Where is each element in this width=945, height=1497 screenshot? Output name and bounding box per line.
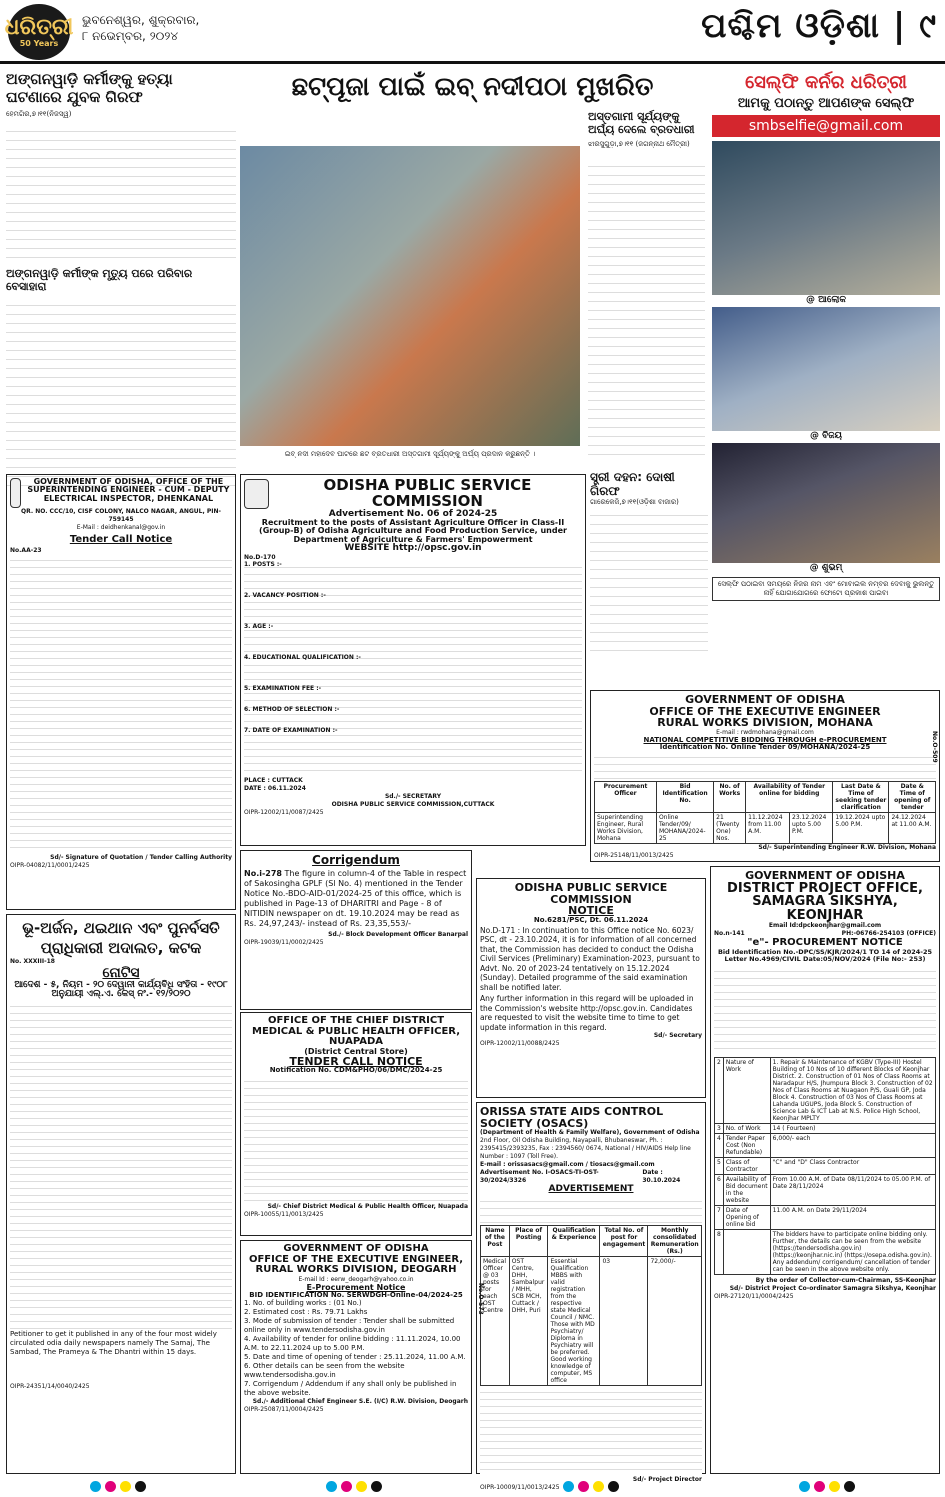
- story1-dateline: ହେମଗିର,୭।୧୧(ନିଜସ୍ୱ): [6, 110, 72, 118]
- table-row: Superintending Engineer, Rural Works Division, Mohana Online Tender/09/ MOHANA/2024-25 21 (Twenty One) Nos. 11.12.2024 from 11.00 A.M. 23.12.2024 upto 5.00 P.M. 19.12.2024 upto 5.00 P.M. 24.12.2024 at 11.00 A.M.: [595, 813, 936, 844]
- ad-osacs-body: [480, 1386, 702, 1476]
- ad-osacs-table: Name of the Post Place of Posting Qualification & Experience Total No. of post for engagement Monthly consolidated Remuneration (Rs.) Medical Officer @ 03 posts for each OST Centre OST Centre, DHH, Sambalpur / MHH, SCB MCH, Cuttack / DHH, Puri Essential Qualification MBBS with valid registration from the respective state Medical Council / NMC. Those with MD Psychiatry/ Diploma in Psychiatry will be preferred. Good working knowledge of computer, MS office 03 72,000/-: [480, 1225, 702, 1386]
- list-item: 4. Availability of tender for online bidding : 11.11.2024, 10.00 A.M. to 22.11.2024 up to 5.00 P.M.: [244, 1335, 461, 1353]
- selfie-caption-1: @ ଆଲୋକ: [806, 295, 846, 305]
- yellow-dot: [120, 1481, 131, 1492]
- ad-opsc1-sub: Recruitment to the posts of Assistant Agriculture Officer in Class-II (Group-B) of Odisha Agriculture and Food Production Service, under Department of Agriculture & Farmers' Empowerment: [259, 517, 567, 544]
- ad-osacs-title: ORISSA STATE AIDS CONTROL SOCIETY (OSACS): [480, 1105, 664, 1130]
- story1-text-cont: [6, 297, 236, 487]
- header-date: ଭୁବନେଶ୍ୱର, ଶୁକ୍ରବାର, ୮ ନଭେମ୍ବର, ୨୦୨୪: [82, 13, 200, 43]
- ad-mohana-side: No.O-509: [931, 731, 938, 763]
- ad-corrigendum-code: OIPR-19039/11/0002/2425: [244, 938, 324, 946]
- ad-keonjhar-title3: SAMAGRA SIKSHYA, KEONJHAR: [752, 894, 898, 923]
- story2-headline: ଛଟ୍‌ପୂଜା ପାଇଁ ଇବ୍ ନଦୀପଠା ମୁଖରିତ: [291, 72, 654, 102]
- dharitri-logo: [4, 4, 74, 60]
- ad-opsc2-body2: Any further information in this regard will be uploaded in the Commission's website http://opsc.gov.in. Candidates are requested to visit the website time to time to get update information in this regard.: [480, 994, 694, 1032]
- ad-angul-code: OIPR-04082/11/0001/2425: [10, 862, 90, 869]
- ad-cuttack-code: OIPR-24351/14/0040/2425: [10, 1382, 90, 1390]
- page-number: ୯: [919, 6, 937, 46]
- ad-keonjhar-table: [714, 1057, 936, 1275]
- selfie-note: ସେଲ୍ଫି ପଠାଇବା ସମୟରେ ନିଜର ନାମ ଏବଂ ମୋବାଇଲ ନମ୍ବର ଦେବାକୁ ଭୁଲନ୍ତୁ ନାହିଁ ଯୋଗାଯୋଗରେ ଫୋଟୋ ପ୍ରକାଶ ପାଇବା: [712, 577, 940, 601]
- ad-nuapada-body: [244, 1075, 468, 1203]
- story2-text: [588, 158, 705, 458]
- ad-deogarh-title2: OFFICE OF THE EXECUTIVE ENGINEER,: [248, 1253, 464, 1265]
- ad-angul-sign: Sd/- Signature of Quotation / Tender Calling Authority: [50, 854, 232, 861]
- selfie-brand: ସେଲ୍ଫି କର୍ନର ଧରିତ୍ରୀ: [745, 72, 907, 93]
- ad-cuttack-notice: ନୋଟିସ: [102, 965, 140, 981]
- ad-angul-tender: [6, 474, 236, 910]
- ad-angul-notice: Tender Call Notice: [69, 534, 173, 545]
- ad-deogarh-code: OIPR-25087/11/0004/2425: [244, 1406, 324, 1414]
- ad-keonjhar-intro: [714, 965, 936, 1055]
- selfie-photo-3: [712, 443, 940, 563]
- story1-headline: ଅଙ୍ଗନୱାଡ଼ି କର୍ମୀଙ୍କୁ ହତ୍ୟା ଘଟଣାରେ ଯୁବକ ଗିରଫ: [6, 70, 173, 106]
- ad-opsc-notice: [476, 878, 706, 1098]
- ad-mohana-table: Procurement Officer Bid Identification No. No. of Works Availability of Tender online for bidding Last Date & Time of seeking tender clarification Date & Time of opening of tender Superintending Engineer, Rural Works Division, Mohana Online Tender/09/ MOHANA/2024-25 21 (Twenty One) Nos. 11.12.2024 from 11.00 A.M. 23.12.2024 upto 5.00 P.M. 19.12.2024 upto 5.00 P.M. 24.12.2024 at 11.00 A.M.: [594, 781, 936, 844]
- ad-mohana-email: E-mail : rwdmohana@gmail.com: [716, 728, 814, 736]
- ad-angul-address: QR. NO. CCC/10, CISF COLONY, NALCO NAGAR, ANGUL, PIN-759145: [21, 508, 221, 523]
- ad-opsc2-sign: Sd/- Secretary: [653, 1032, 702, 1040]
- ad-corrigendum-body: No.i-278 The figure in column-4 of the Table in respect of Sakosingha GPLF (Sl No. 4) mentioned in the Tender Notice No.-BDO-AID-01/2024-25 of this office, which is published in Page-13 of DHARITRI and Page - 8 of NITIDIN newspaper on dt. 19.10.2024 may be read as Rs. 24,97,243/- instead of Rs. 23,35,553/-: [244, 868, 467, 928]
- section-title: ପଶ୍ଚିମ ଓଡ଼ିଶା | ୯: [701, 6, 937, 46]
- ad-cuttack-body: [10, 1000, 232, 1330]
- ad-mohana-title3: RURAL WORKS DIVISION, MOHANA: [657, 716, 873, 730]
- ad-corrigendum-sign: Sd./- Block Development Officer Banarpal: [328, 930, 468, 938]
- ad-corrigendum-title: Corrigendum: [312, 853, 400, 867]
- ad-angul-email: E-Mail : deidhenkanal@gov.in: [76, 524, 166, 531]
- ad-osacs-intro: [480, 1195, 702, 1225]
- cyan-dot: [90, 1481, 101, 1492]
- ad-opsc1-code: OIPR-12002/11/0087/2425: [244, 808, 324, 816]
- ad-nuapada-notice: TENDER CALL NOTICE: [289, 1054, 423, 1068]
- story2-dateline: ଝାରସୁଗୁଡ଼ା,୭।୧୧ (ଜଗନ୍ନାଥ ମୈତ୍ରୀ): [588, 140, 690, 148]
- ad-opsc1-sign: Sd./- SECRETARY: [384, 792, 442, 800]
- story2-subhead: ଅସ୍ତଗାମୀ ସୂର୍ଯ୍ୟଙ୍କୁ ଅର୍ଘ୍ୟ ଦେଲେ ବ୍ରତଧାରୀ: [588, 110, 695, 136]
- ad-cuttack-court-notice: [6, 914, 236, 1474]
- page-header: [0, 0, 945, 64]
- ad-deogarh-sign: Sd./- Additional Chief Engineer S.E. (I/C) R.W. Division, Deogarh: [252, 1398, 468, 1406]
- ad-osacs-email: E-mail : orissasacs@gmail.com / tiosacs@gmail.com: [480, 1161, 655, 1169]
- ad-keonjhar-letter: Letter No.4969/CIVIL Date:05/NOV/2024 (File No:- 253): [724, 954, 926, 963]
- list-item: 3. Mode of submission of tender : Tender shall be submitted online only in www.tendersodisha.gov.in: [244, 1317, 455, 1335]
- story3-dateline: ଗାରେକେଜି,୭।୧୧(ଓଡ଼ିଶା ବାଜାର): [590, 498, 679, 506]
- ad-keonjhar-title1: GOVERNMENT OF ODISHA: [745, 869, 905, 882]
- table-row: 8 The bidders have to participate online bidding only. Further, the details can be seen from the website (https://tendersodisha.gov.in) (https://keonjhar.nic.in) (https://osepa.odisha.gov.in). Any addendum/ corrigendum/ cancellation of tender can be seen in the above website only.: [715, 1229, 936, 1274]
- color-registration-bar: [0, 1475, 945, 1494]
- ad-keonjhar-title2: DISTRICT PROJECT OFFICE,: [727, 880, 923, 896]
- ad-keonjhar-ref: No.n-141: [714, 930, 745, 938]
- ad-osacs: [476, 1102, 706, 1491]
- ad-cuttack-ref: No. XXXIII-18: [10, 958, 55, 965]
- ad-mohana-sign: Sd/- Superintending Engineer R.W. Division, Mohana: [758, 844, 936, 852]
- black-dot: [135, 1481, 146, 1492]
- ad-keonjhar-notice: "e"- PROCUREMENT NOTICE: [747, 937, 903, 949]
- ad-keonjhar-order: By the order of Collector-cum-Chairman, SS-Keonjhar: [755, 1276, 936, 1284]
- selfie-caption-2: @ ବିଜୟ: [810, 431, 842, 441]
- table-row: 2 Nature of Work 1. Repair & Maintenance of KGBV (Type-III) Hostel Building of 10 Nos of 10 different Blocks of Keonjhar District. 2. Construction of 01 Nos of Class Rooms at Naradapur H/S, Jhumpura Block 3. Construction of 02 Nos of Class Rooms at Nuagaon P/S, Guali GP, Joda Block 4. Construction of 03 Nos of Class Rooms at Lahanda UGUPS, Joda Block 5. Construction of Science Lab & ICT Lab at N.S. Police High School, Keonjhar MPLTY: [715, 1057, 936, 1123]
- ad-opsc2-body: No.D-171 : In continuation to this Office notice No. 6023/ PSC, dt - 23.10.2024, it is for information of all concerned that, the Commission has decided to conduct the Odisha Civil Services (Preliminary) Examination-2023, pursuant to Advt. No. 20 of 2023-24 tentatively on 15.12.2024 (Sunday). Detailed programme of the said examination shall be notified later.: [480, 925, 700, 992]
- ad-deogarh-items: [244, 1299, 468, 1398]
- ad-opsc1-place: PLACE : CUTTACK: [244, 776, 303, 784]
- opsc-emblem: [244, 479, 269, 509]
- ad-mohana-title2: OFFICE OF THE EXECUTIVE ENGINEER: [649, 704, 881, 718]
- ad-mohana-code: OIPR-25148/11/0013/2425: [594, 852, 674, 860]
- ad-osacs-heading: ADVERTISEMENT: [548, 1184, 634, 1195]
- ad-opsc1-adv: Advertisement No. 06 of 2024-25: [328, 508, 498, 519]
- ad-opsc2-code: OIPR-12002/11/0088/2425: [480, 1040, 560, 1048]
- ad-opsc1-body: 1. POSTS :- 2. VACANCY POSITION :- 3. AGE :- 4. EDUCATIONAL QUALIFICATION :- 5. EXAMINATION FEE :- 6. METHOD OF SELECTION :- 7. DATE OF EXAMINATION :-: [244, 561, 582, 777]
- ad-opsc1-date: DATE : 06.11.2024: [244, 784, 306, 792]
- story-chhatpuja: [240, 70, 705, 468]
- table-row: 3 No. of Work 14 ( Fourteen): [715, 1123, 936, 1133]
- ad-angul-title: GOVERNMENT OF ODISHA, OFFICE OF THE SUPERINTENDING ENGINEER - CUM - DEPUTY ELECTRICAL INSPECTOR, DHENKANAL: [27, 477, 230, 503]
- ad-mohana-title1: GOVERNMENT OF ODISHA: [685, 693, 845, 706]
- ad-keonjhar-ident: Bid Identification No.-DPC/SS/KJR/2024/1 TO 14 of 2024-25: [717, 947, 933, 956]
- ad-nuapada-title: OFFICE OF THE CHIEF DISTRICT MEDICAL & PUBLIC HEALTH OFFICER, NUAPADA: [252, 1015, 460, 1047]
- ad-mohana-ident: Identification No. Online Tender 09/MOHANA/2024-25: [659, 742, 871, 751]
- ad-nuapada-sign: Sd/- Chief District Medical & Public Health Officer, Nuapada: [267, 1202, 468, 1210]
- logo-text: ଧରିତ୍ରୀ: [4, 14, 74, 40]
- story3-headline: ସ୍ତ୍ରୀ ଦହନ: ଦୋଷୀ ଗିରଫ: [590, 470, 675, 498]
- ad-corrigendum: [240, 850, 472, 1010]
- story3-text: [590, 507, 708, 657]
- selfie-caption-3: @ ଶୁଭମ୍: [809, 563, 843, 573]
- table-row: Medical Officer @ 03 posts for each OST Centre OST Centre, DHH, Sambalpur / MHH, SCB MCH, Cuttack / DHH, Puri Essential Qualification MBBS with valid registration from the respective state Medical Council / NMC. Those with MD Psychiatry/ Diploma in Psychiatry will be preferred. Good working knowledge of computer, MS office 03 72,000/-: [481, 1256, 702, 1385]
- ad-mohana-body: [594, 751, 936, 781]
- ad-cuttack-order: ଆଦେଶ - ୫, ନିୟମ - ୨୦ ଦେୱାନୀ କାର୍ଯ୍ୟବିଧି ସଂହିତା - ୧୯୦୮ ଅନୁଯାୟୀ ଏଲ୍.ଏ. କେସ୍ ନଂ.- ୧୨/୨୦୨୦: [14, 979, 228, 1000]
- ad-mohana-tender: [590, 690, 940, 862]
- ad-opsc2-title: ODISHA PUBLIC SERVICE COMMISSION: [514, 881, 668, 906]
- story-anganwadi: [6, 70, 236, 468]
- ad-deogarh-title1: GOVERNMENT OF ODISHA: [283, 1243, 429, 1254]
- ad-osacs-sign: Sd/- Project Director: [632, 1475, 702, 1483]
- ad-cuttack-english: Petitioner to get it published in any of the four most widely circulated odia daily newspapers namely The Samaj, The Sambad, The Prameya & The Dhantri within 15 days.: [10, 1329, 217, 1356]
- odisha-emblem: [10, 478, 21, 508]
- ad-osacs-code: OIPR-10009/11/0013/2425: [480, 1483, 560, 1491]
- ad-deogarh-email: E-mail Id : eerw_deogarh@yahoo.co.in: [298, 1275, 414, 1283]
- ad-mohana-notice: NATIONAL COMPETITIVE BIDDING THROUGH e-PROCUREMENT: [643, 735, 887, 744]
- table-row: 5 Class of Contractor "C" and "D" Class Contractor: [715, 1157, 936, 1174]
- list-item: 2. Estimated cost : Rs. 79.71 Lakhs: [244, 1308, 368, 1317]
- photo-caption: ଇବ୍ ନଦୀ ମହାଦେବ ଘାଟରେ ଛଟ ବ୍ରତଧାରୀ ଅସ୍ତଗାମୀ ସୂର୍ଯ୍ୟଙ୍କୁ ଅର୍ଘ୍ୟ ପ୍ରଦାନ କରୁଛନ୍ତି ।: [284, 450, 536, 458]
- ad-osacs-address: 2nd Floor, Oil Odisha Building, Nayapalli, Bhubaneswar, Ph. : 2395415/2393235, Fax : 2394560/ 0674, National / HIV/AIDS Help line Number : 1097 (Toll Free).: [480, 1137, 691, 1161]
- list-item: 5. Date and time of opening of tender : 25.11.2024, 11.00 A.M.: [244, 1353, 466, 1362]
- selfie-photo-2: [712, 307, 940, 431]
- ad-opsc1-title: ODISHA PUBLIC SERVICE COMMISSION: [323, 476, 532, 510]
- ad-angul-ref: No.AA-23: [10, 547, 42, 554]
- selfie-email: smbselfie@gmail.com: [712, 115, 940, 137]
- list-item: 6. Other details can be seen from the website www.tendersodisha.gov.in: [244, 1362, 405, 1380]
- chhatpuja-photo: [240, 146, 580, 446]
- logo-years: 50 Years: [19, 38, 59, 48]
- ad-nuapada-ref: Notification No. CDM&PHO/06/DMC/2024-25: [269, 1066, 443, 1075]
- table-row: 6 Availability of Bid document in the website From 10.00 A.M. of Date 08/11/2024 to 05.00 P.M. of Date 28/11/2024: [715, 1174, 936, 1205]
- ad-opsc-recruitment: [240, 474, 586, 846]
- ad-deogarh-tender: [240, 1240, 472, 1474]
- ad-deogarh-notice: E-Procurement Notice: [306, 1282, 406, 1292]
- ad-keonjhar-sign: Sd/- District Project Co-ordinator Samagra Sikshya, Keonjhar: [729, 1284, 936, 1292]
- ad-deogarh-title3: RURAL WORKS DIVISION, DEOGARH: [255, 1264, 457, 1275]
- ad-opsc1-signer: ODISHA PUBLIC SERVICE COMMISSION,CUTTACK: [331, 800, 495, 808]
- selfie-tagline: ଆମକୁ ପଠାନ୍ତୁ ଆପଣଙ୍କ ସେଲ୍ଫି: [737, 96, 915, 111]
- ad-keonjhar-code: OIPR-27120/11/0004/2425: [714, 1292, 794, 1300]
- ad-osacs-adv-date: Date : 30.10.2024: [642, 1169, 681, 1185]
- ad-opsc2-notice: NOTICE: [568, 904, 614, 918]
- ad-opsc1-website: WEBSITE http://opsc.gov.in: [344, 543, 482, 554]
- ad-nuapada-tender: [240, 1012, 472, 1236]
- ad-keonjhar-email: Email Id:dpckeonjhar@gmail.com: [768, 922, 882, 930]
- story-dowry: [590, 470, 708, 660]
- story1-text: [6, 123, 236, 263]
- ad-opsc1-ref: No.D-170: [244, 553, 276, 561]
- selfie-photo-1: [712, 141, 940, 295]
- ad-osacs-dept: (Department of Health & Family Welfare), Government of Odisha: [480, 1129, 700, 1137]
- selfie-corner: [712, 70, 940, 670]
- ad-keonjhar-phone: PH:-06766-254103 (OFFICE): [841, 930, 936, 938]
- ad-deogarh-ident: BID IDENTIFICATION No. SERWDGH-Online-04/2024-25: [249, 1290, 463, 1299]
- ad-nuapada-sub: (District Central Store): [304, 1046, 408, 1056]
- list-item: 1. No. of building works : (01 No.): [244, 1299, 362, 1308]
- ad-angul-body: [10, 554, 232, 854]
- ad-cuttack-title: ଭୂ-ଅର୍ଜନ, ଥଇଥାନ ଏବଂ ପୁନର୍ବସତି ପ୍ରାଧିକାରୀ ଅଦାଲତ, କଟକ: [22, 919, 220, 957]
- table-row: 4 Tender Paper Cost (Non Refundable) 6,000/- each: [715, 1133, 936, 1157]
- ad-osacs-side: No.O-573: [477, 1283, 484, 1315]
- magenta-dot: [105, 1481, 116, 1492]
- ad-opsc2-ref: No.6281/PSC, Dt. 06.11.2024: [533, 915, 649, 924]
- ad-nuapada-code: OIPR-10055/11/0013/2425: [244, 1210, 324, 1218]
- list-item: 7. Corrigendum / Addendum if any shall only be published in the above website.: [244, 1380, 457, 1398]
- ad-keonjhar-tender: [710, 866, 940, 1474]
- table-row: 7 Date of Opening of online bid 11.00 A.M. on Date 29/11/2024: [715, 1205, 936, 1229]
- story1-subhead: ଅଙ୍ଗନୱାଡ଼ି କର୍ମୀଙ୍କ ମୃତ୍ୟୁ ପରେ ପରିବାର ବେସାହାରା: [6, 267, 193, 293]
- ad-osacs-adv-no: Advertisement No. I-OSACS-TI-OST-30/2024/3326: [480, 1169, 599, 1185]
